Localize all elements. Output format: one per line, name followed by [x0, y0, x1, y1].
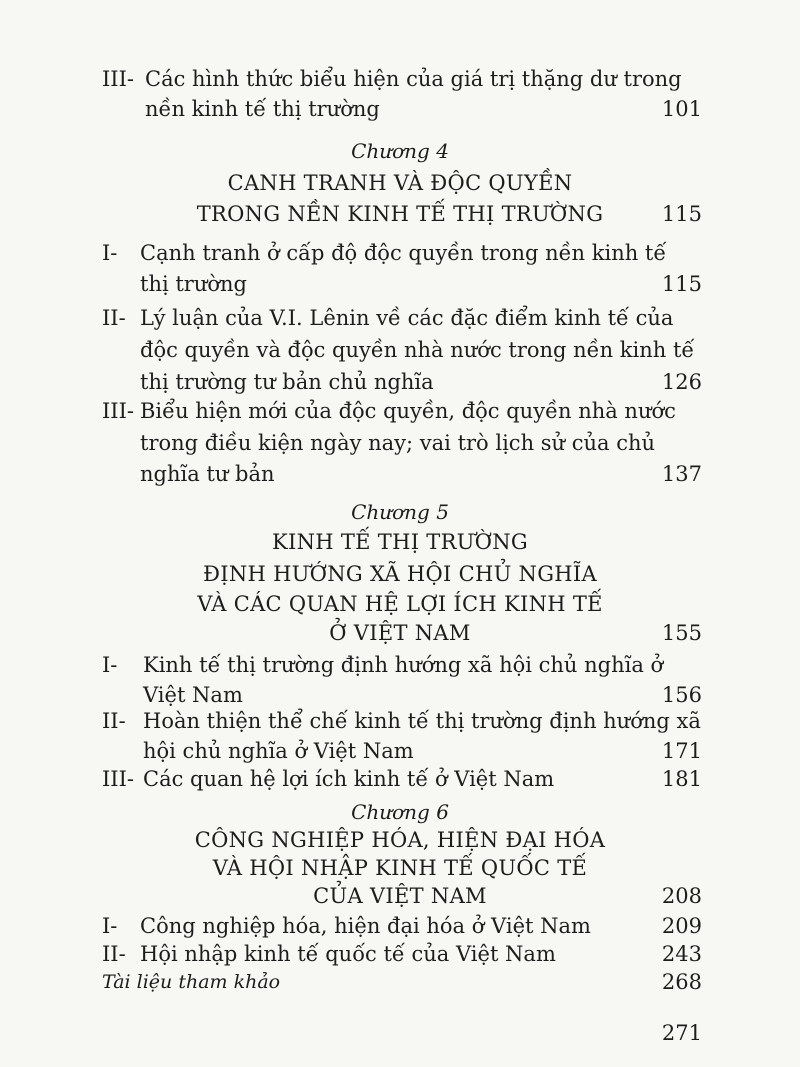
- entry-text: Các quan hệ lợi ích kinh tế ở Việt Nam: [143, 767, 555, 791]
- entry-number: I-: [102, 914, 118, 938]
- toc-entry[interactable]: [0, 238, 800, 298]
- chapter-title[interactable]: CỦA VIỆT NAM: [313, 884, 487, 908]
- chapter-title[interactable]: KINH TẾ THỊ TRƯỜNG: [272, 530, 528, 554]
- entry-text: Lý luận của V.I. Lênin về các đặc điểm kinh tế của: [140, 306, 674, 330]
- entry-text: Hội nhập kinh tế quốc tế của Việt Nam: [140, 942, 556, 966]
- page-ref: 126: [661, 370, 702, 394]
- entry-text: thị trường: [140, 272, 247, 296]
- entry-number: III-: [102, 399, 134, 423]
- page-ref: 101: [661, 97, 702, 121]
- entry-text: thị trường tư bản chủ nghĩa: [140, 370, 434, 394]
- entry-text: Cạnh tranh ở cấp độ độc quyền trong nền kinh tế: [140, 241, 667, 265]
- chapter-label: Chương 6: [351, 800, 449, 824]
- page-ref: 243: [661, 942, 702, 966]
- page-ref: 171: [661, 739, 702, 763]
- toc-entry[interactable]: [0, 396, 800, 488]
- entry-text: nền kinh tế thị trường: [145, 97, 380, 121]
- chapter-title[interactable]: CANH TRANH VÀ ĐỘC QUYỀN: [227, 171, 573, 195]
- page-ref: 115: [661, 272, 702, 296]
- entry-number: I-: [102, 241, 118, 265]
- entry-number: II-: [102, 709, 126, 733]
- toc-entry[interactable]: [0, 764, 800, 794]
- entry-number: II-: [102, 942, 126, 966]
- page-number: 271: [661, 1021, 702, 1045]
- entry-text: nghĩa tư bản: [140, 462, 275, 486]
- chapter-title[interactable]: VÀ CÁC QUAN HỆ LỢI ÍCH KINH TẾ: [197, 592, 603, 616]
- entry-text: Hoàn thiện thể chế kinh tế thị trường định hướng xã: [143, 709, 701, 733]
- page-ref: 155: [661, 621, 702, 645]
- toc-entry[interactable]: [0, 650, 800, 710]
- entry-text: trong điều kiện ngày nay; vai trò lịch sử của chủ: [140, 431, 656, 455]
- entry-number: II-: [102, 306, 126, 330]
- chapter-label: Chương 5: [351, 500, 449, 524]
- entry-number: I-: [102, 653, 118, 677]
- entry-text: độc quyền và độc quyền nhà nước trong nền kinh tế: [140, 338, 695, 362]
- chapter-title[interactable]: VÀ HỘI NHẬP KINH TẾ QUỐC TẾ: [212, 856, 588, 880]
- page-ref: 156: [661, 683, 702, 707]
- toc-entry[interactable]: [0, 706, 800, 766]
- entry-text: Công nghiệp hóa, hiện đại hóa ở Việt Nam: [140, 914, 591, 938]
- entry-number: III-: [102, 67, 134, 91]
- entry-text: Các hình thức biểu hiện của giá trị thặng dư trong: [145, 67, 682, 91]
- toc-entry[interactable]: [0, 939, 800, 969]
- toc-entry[interactable]: [0, 303, 800, 395]
- page-ref: 209: [661, 914, 702, 938]
- entry-text: Tài liệu tham khảo: [102, 971, 281, 993]
- toc-entry[interactable]: [0, 64, 800, 124]
- page-ref: 208: [661, 884, 702, 908]
- chapter-title[interactable]: TRONG NỀN KINH TẾ THỊ TRƯỜNG: [196, 202, 604, 226]
- toc-entry-references[interactable]: [0, 967, 800, 997]
- entry-text: Việt Nam: [143, 683, 243, 707]
- chapter-title[interactable]: CÔNG NGHIỆP HÓA, HIỆN ĐẠI HÓA: [194, 828, 606, 852]
- entry-number: III-: [102, 767, 134, 791]
- page-ref: 115: [661, 202, 702, 226]
- entry-text: Kinh tế thị trường định hướng xã hội chủ nghĩa ở: [143, 653, 664, 677]
- page-ref: 181: [661, 767, 702, 791]
- page-ref: 137: [661, 462, 702, 486]
- entry-text: Biểu hiện mới của độc quyền, độc quyền nhà nước: [140, 399, 676, 423]
- toc-entry[interactable]: [0, 911, 800, 941]
- chapter-title[interactable]: Ở VIỆT NAM: [329, 621, 471, 645]
- entry-text: hội chủ nghĩa ở Việt Nam: [143, 739, 414, 763]
- page-ref: 268: [661, 970, 702, 994]
- chapter-label: Chương 4: [351, 139, 449, 163]
- chapter-title[interactable]: ĐỊNH HƯỚNG XÃ HỘI CHỦ NGHĨA: [203, 562, 597, 586]
